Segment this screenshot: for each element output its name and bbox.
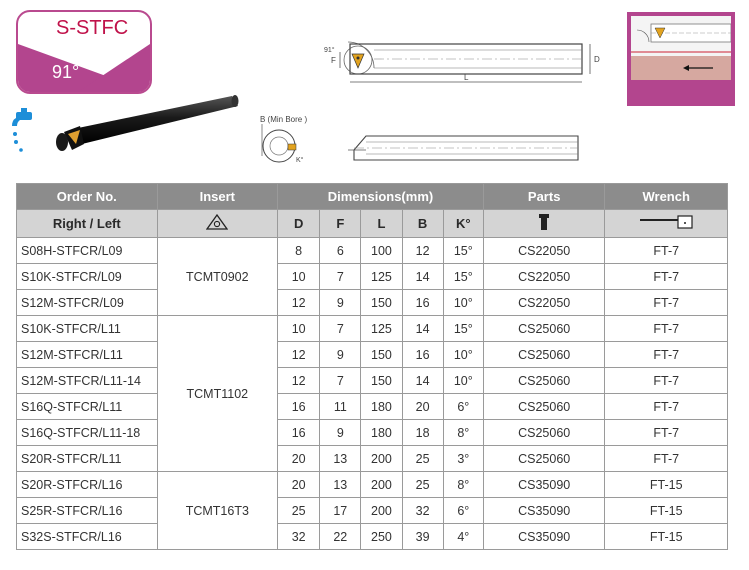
spec-table <box>16 183 728 550</box>
b-cell: 14 <box>402 368 443 394</box>
order-no-cell: S16Q-STFCR/L11 <box>17 394 158 420</box>
l-cell: 150 <box>361 290 402 316</box>
wrench-cell: FT-7 <box>605 238 728 264</box>
f-cell: 17 <box>320 498 361 524</box>
part-cell: CS25060 <box>483 316 605 342</box>
order-no-cell: S12M-STFCR/L09 <box>17 290 158 316</box>
d-cell: 16 <box>278 394 320 420</box>
f-cell: 22 <box>320 524 361 550</box>
l-cell: 100 <box>361 238 402 264</box>
k-cell: 15° <box>443 264 483 290</box>
k-cell: 6° <box>443 394 483 420</box>
tool-bore-view-drawing <box>254 108 594 175</box>
order-no-cell: S25R-STFCR/L16 <box>17 498 158 524</box>
b-cell: 16 <box>402 290 443 316</box>
b-cell: 16 <box>402 342 443 368</box>
d-cell: 12 <box>278 368 320 394</box>
d-cell: 25 <box>278 498 320 524</box>
b-cell: 39 <box>402 524 443 550</box>
table-row <box>17 524 728 550</box>
table-row <box>17 446 728 472</box>
wrench-cell: FT-7 <box>605 290 728 316</box>
k-cell: 8° <box>443 420 483 446</box>
f-cell: 7 <box>320 264 361 290</box>
table-row <box>17 342 728 368</box>
b-cell: 25 <box>402 472 443 498</box>
part-cell: CS25060 <box>483 342 605 368</box>
part-cell: CS25060 <box>483 368 605 394</box>
l-cell: 150 <box>361 368 402 394</box>
product-badge <box>16 10 152 94</box>
l-cell: 200 <box>361 472 402 498</box>
d-cell: 32 <box>278 524 320 550</box>
screw-icon <box>483 210 605 238</box>
b-cell: 25 <box>402 446 443 472</box>
order-no-cell: S10K-STFCR/L09 <box>17 264 158 290</box>
l-cell: 250 <box>361 524 402 550</box>
l-cell: 180 <box>361 420 402 446</box>
wrench-cell: FT-7 <box>605 420 728 446</box>
wrench-cell: FT-15 <box>605 498 728 524</box>
f-cell: 13 <box>320 446 361 472</box>
k-cell: 3° <box>443 446 483 472</box>
d-cell: 10 <box>278 264 320 290</box>
f-cell: 9 <box>320 342 361 368</box>
part-cell: CS25060 <box>483 420 605 446</box>
header-parts: Parts <box>483 184 605 210</box>
k-cell: 8° <box>443 472 483 498</box>
order-no-cell: S12M-STFCR/L11 <box>17 342 158 368</box>
order-no-cell: S32S-STFCR/L16 <box>17 524 158 550</box>
l-cell: 125 <box>361 264 402 290</box>
l-cell: 125 <box>361 316 402 342</box>
table-row <box>17 394 728 420</box>
k-cell: 10° <box>443 368 483 394</box>
l-cell: 200 <box>361 498 402 524</box>
boring-bar-image <box>50 92 240 167</box>
part-cell: CS35090 <box>483 472 605 498</box>
wrench-cell: FT-7 <box>605 446 728 472</box>
d-cell: 8 <box>278 238 320 264</box>
d-cell: 10 <box>278 316 320 342</box>
table-row <box>17 316 728 342</box>
k-cell: 6° <box>443 498 483 524</box>
k-cell: 15° <box>443 316 483 342</box>
d-cell: 20 <box>278 472 320 498</box>
drawing-d-label: D <box>594 55 600 64</box>
l-cell: 150 <box>361 342 402 368</box>
header-order-no: Order No. <box>17 184 158 210</box>
table-row <box>17 238 728 264</box>
wrench-cell: FT-7 <box>605 342 728 368</box>
f-cell: 7 <box>320 316 361 342</box>
header-wrench: Wrench <box>605 184 728 210</box>
f-cell: 6 <box>320 238 361 264</box>
order-no-cell: S16Q-STFCR/L11-18 <box>17 420 158 446</box>
header-right-left: Right / Left <box>17 210 158 238</box>
drawing-f-label: F <box>331 56 336 65</box>
f-cell: 9 <box>320 420 361 446</box>
order-no-cell: S20R-STFCR/L11 <box>17 446 158 472</box>
order-no-cell: S20R-STFCR/L16 <box>17 472 158 498</box>
badge-code: S-STFC <box>56 17 129 39</box>
drawing-l-label: L <box>464 73 469 82</box>
wrench-cell: FT-7 <box>605 368 728 394</box>
insert-cell: TCMT0902 <box>157 238 277 316</box>
header-col-d: D <box>278 210 320 238</box>
l-cell: 180 <box>361 394 402 420</box>
header-col-l: L <box>361 210 402 238</box>
header-insert: Insert <box>157 184 277 210</box>
insert-cell: TCMT1102 <box>157 316 277 472</box>
header-col-k: K° <box>443 210 483 238</box>
table-row <box>17 420 728 446</box>
wrench-cell: FT-7 <box>605 394 728 420</box>
b-cell: 18 <box>402 420 443 446</box>
order-no-cell: S10K-STFCR/L11 <box>17 316 158 342</box>
coolant-icon <box>12 108 38 161</box>
wrench-icon <box>605 210 728 238</box>
k-cell: 10° <box>443 290 483 316</box>
drawing-angle-label: 91° <box>324 47 335 54</box>
part-cell: CS25060 <box>483 394 605 420</box>
f-cell: 13 <box>320 472 361 498</box>
insert-shape-icon <box>157 210 277 238</box>
d-cell: 12 <box>278 290 320 316</box>
k-cell: 10° <box>443 342 483 368</box>
f-cell: 7 <box>320 368 361 394</box>
drawing-b-label: B (Min Bore ) <box>260 115 308 124</box>
b-cell: 20 <box>402 394 443 420</box>
f-cell: 9 <box>320 290 361 316</box>
k-cell: 4° <box>443 524 483 550</box>
d-cell: 20 <box>278 446 320 472</box>
header-col-f: F <box>320 210 361 238</box>
drawing-k-label: K° <box>296 157 304 164</box>
d-cell: 16 <box>278 420 320 446</box>
application-photo <box>627 12 735 106</box>
f-cell: 11 <box>320 394 361 420</box>
wrench-cell: FT-15 <box>605 472 728 498</box>
k-cell: 15° <box>443 238 483 264</box>
b-cell: 12 <box>402 238 443 264</box>
b-cell: 32 <box>402 498 443 524</box>
table-row <box>17 290 728 316</box>
part-cell: CS22050 <box>483 290 605 316</box>
order-no-cell: S08H-STFCR/L09 <box>17 238 158 264</box>
table-row <box>17 498 728 524</box>
part-cell: CS35090 <box>483 498 605 524</box>
header-dimensions: Dimensions(mm) <box>278 184 484 210</box>
l-cell: 200 <box>361 446 402 472</box>
insert-cell: TCMT16T3 <box>157 472 277 550</box>
badge-angle: 91° <box>52 62 80 82</box>
part-cell: CS22050 <box>483 238 605 264</box>
d-cell: 12 <box>278 342 320 368</box>
b-cell: 14 <box>402 316 443 342</box>
wrench-cell: FT-7 <box>605 264 728 290</box>
order-no-cell: S12M-STFCR/L11-14 <box>17 368 158 394</box>
table-row <box>17 472 728 498</box>
part-cell: CS22050 <box>483 264 605 290</box>
wrench-cell: FT-7 <box>605 316 728 342</box>
part-cell: CS35090 <box>483 524 605 550</box>
header-col-b: B <box>402 210 443 238</box>
wrench-cell: FT-15 <box>605 524 728 550</box>
b-cell: 14 <box>402 264 443 290</box>
tool-top-view-drawing <box>318 38 608 99</box>
part-cell: CS25060 <box>483 446 605 472</box>
table-row <box>17 368 728 394</box>
table-row <box>17 264 728 290</box>
